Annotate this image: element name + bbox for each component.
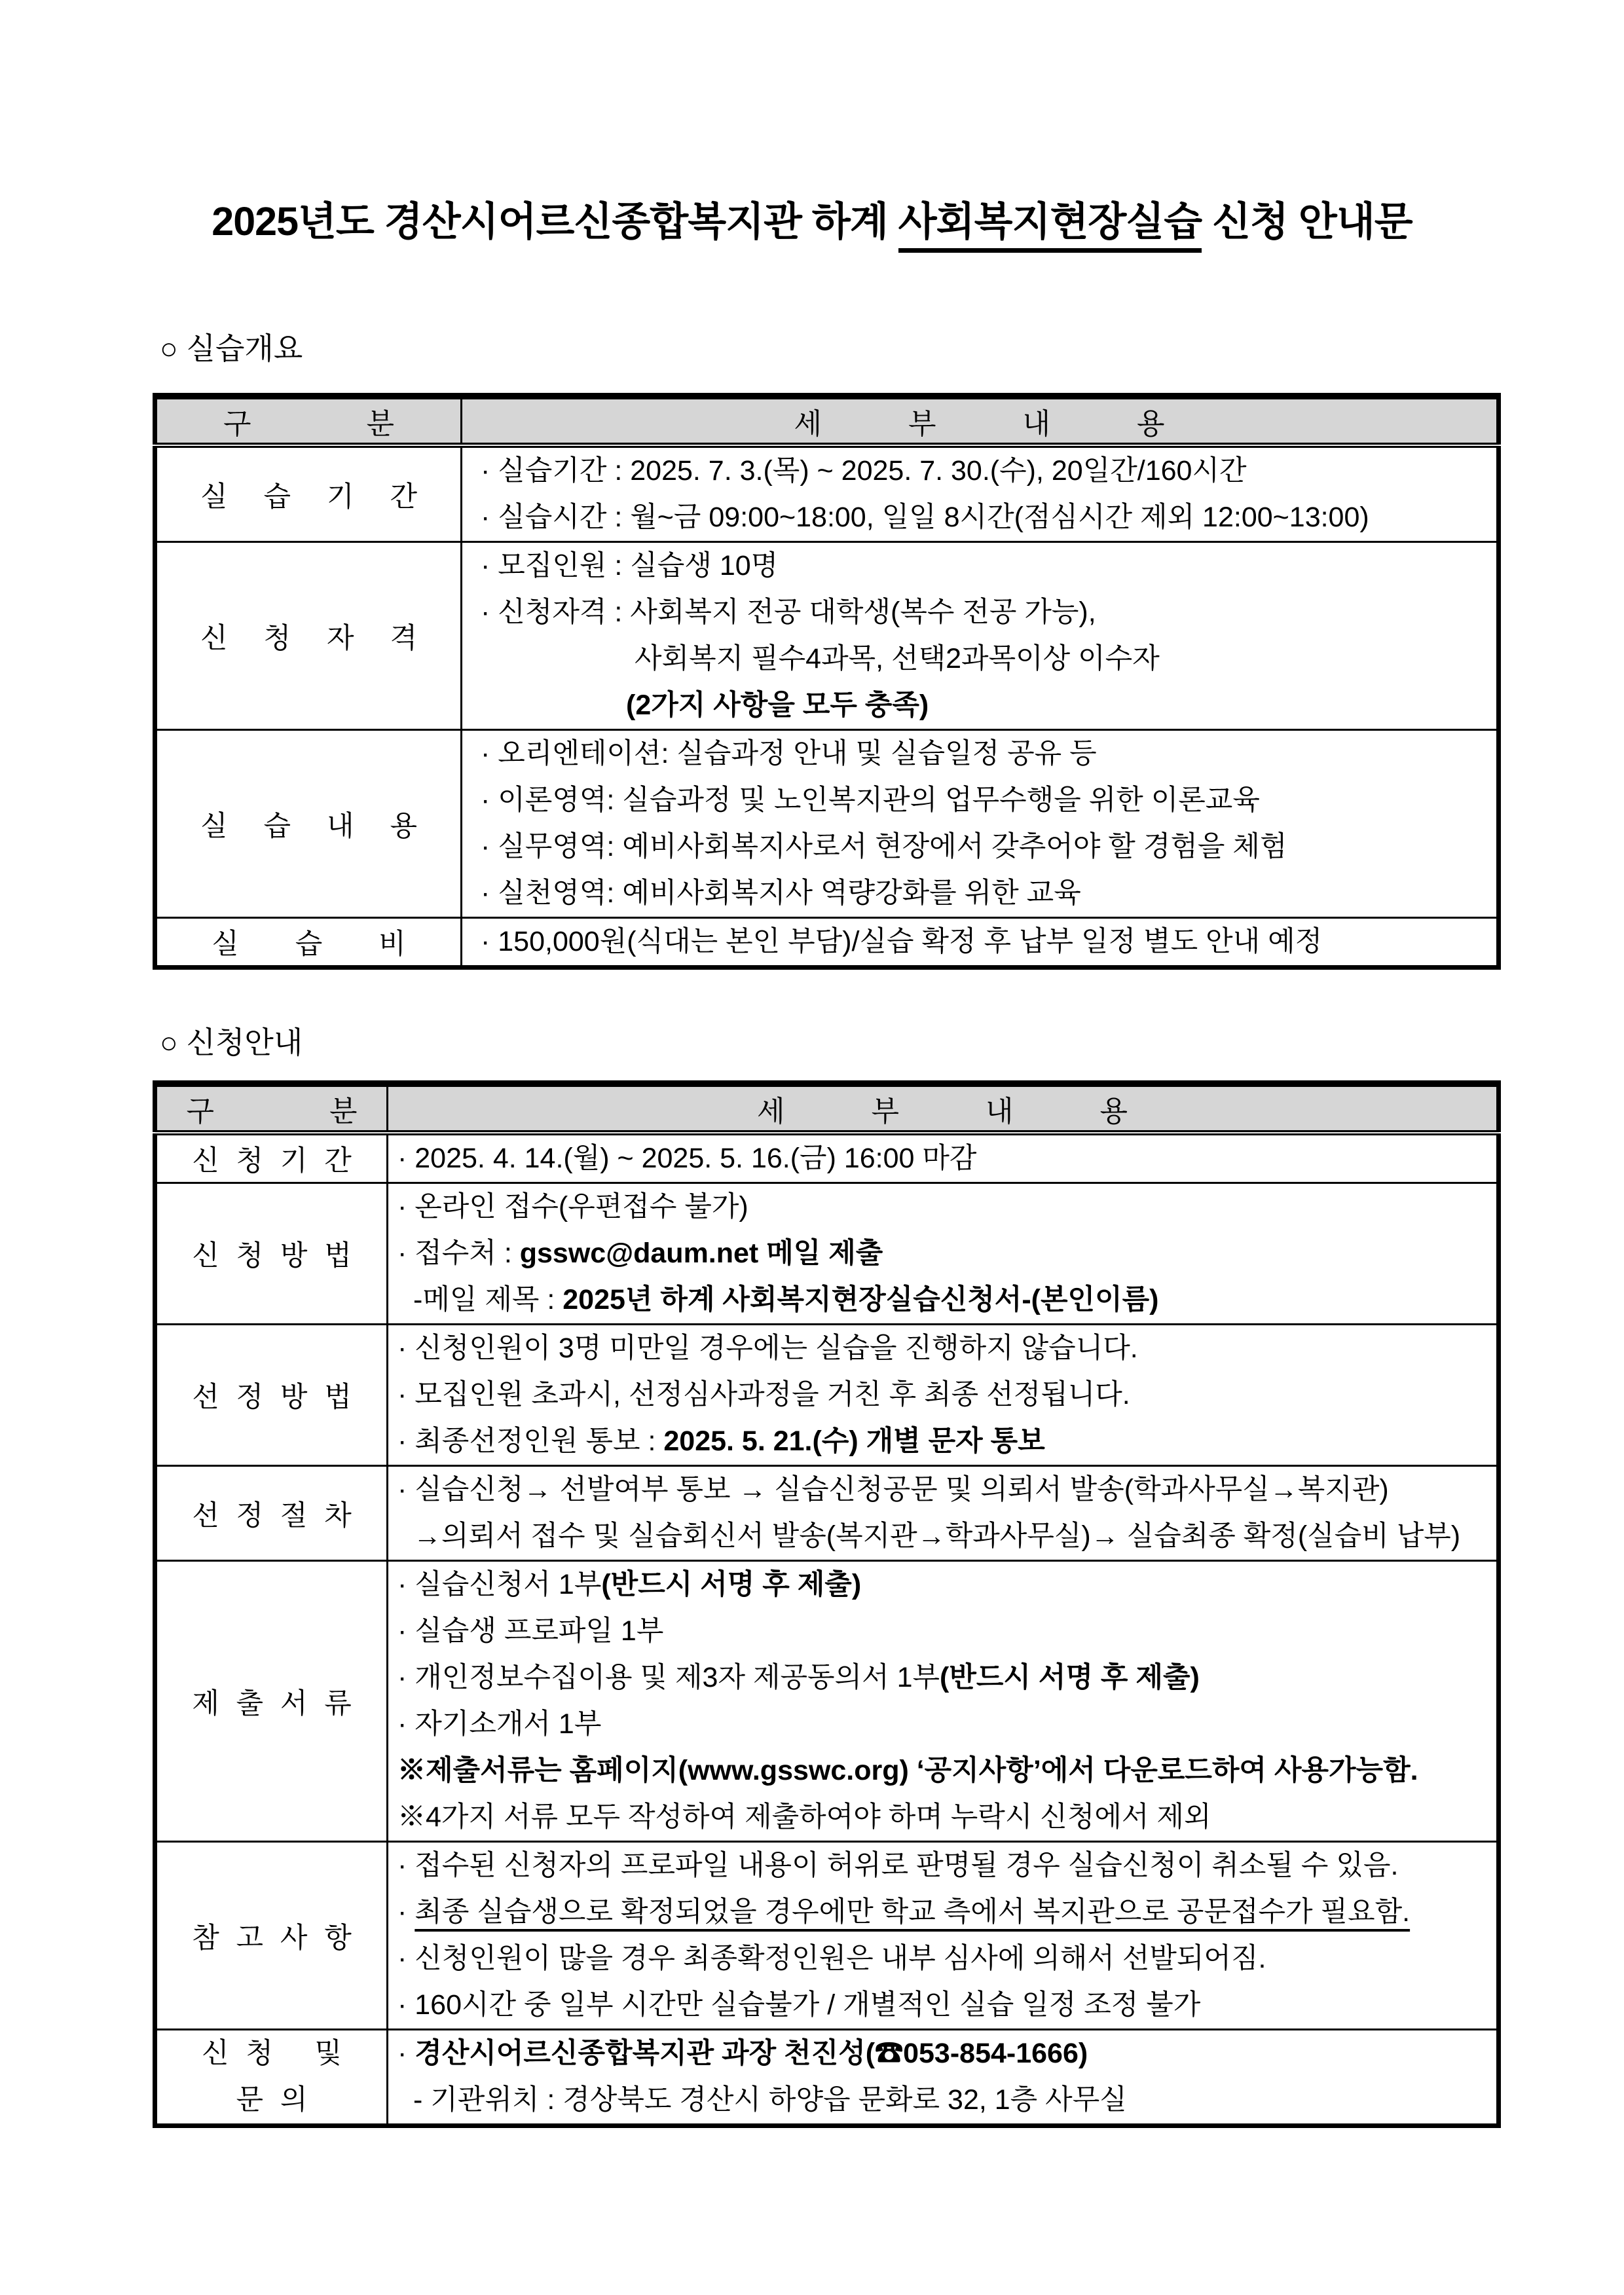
column-header-category: 구 분 xyxy=(155,1084,388,1133)
row-details xyxy=(388,1466,1499,1561)
table-header-row xyxy=(155,1084,1499,1133)
detail-line xyxy=(388,1184,1496,1230)
detail-line xyxy=(388,1562,1496,1608)
row-details xyxy=(388,1133,1499,1183)
row-label-line: 신청 및 xyxy=(202,2038,359,2069)
table-row-contact xyxy=(155,2030,1499,2126)
text-segment: · 160시간 중 일부 시간만 실습불가 / 개별적인 실습 일정 조정 불가 xyxy=(397,1989,1201,2021)
text-segment: · 자기소개서 1부 xyxy=(397,1708,602,1740)
row-label: 신 청 자 격 xyxy=(155,542,462,730)
practice-overview-table xyxy=(153,393,1501,970)
row-details xyxy=(388,1183,1499,1325)
text-segment: · 실습시간 : 월~금 09:00~18:00, 일일 8시간(점심시간 제외 12:00~13:00) xyxy=(481,502,1369,533)
title-text-pre: 2025년도 경산시어르신종합복지관 하계 xyxy=(212,199,898,244)
row-label: 신청방법 xyxy=(155,1183,388,1325)
table-row-application-period xyxy=(155,1133,1499,1183)
detail-line xyxy=(388,1889,1496,1936)
detail-line xyxy=(388,1513,1496,1560)
detail-line xyxy=(388,1277,1496,1323)
bold-text-segment: gsswc@daum.net 메일 제출 xyxy=(519,1238,883,1269)
detail-line xyxy=(388,1372,1496,1418)
bold-text-segment: 2025. 5. 21.(수) 개별 문자 통보 xyxy=(663,1425,1045,1457)
text-segment: · xyxy=(397,1896,415,1928)
underlined-text-segment: 최종 실습생으로 확정되었을 경우에만 학교 측에서 복지관으로 공문접수가 필요함. xyxy=(415,1896,1411,1928)
detail-line xyxy=(388,1230,1496,1277)
title-underlined-text: 사회복지현장실습 xyxy=(898,199,1202,253)
column-header-category: 구 분 xyxy=(155,396,462,445)
detail-line xyxy=(388,1418,1496,1465)
detail-line xyxy=(462,448,1496,494)
table-header-row xyxy=(155,396,1499,445)
text-segment: · 신청인원이 3명 미만일 경우에는 실습을 진행하지 않습니다. xyxy=(397,1332,1138,1364)
detail-line xyxy=(388,1843,1496,1889)
table-row-practice-fee xyxy=(155,918,1499,968)
detail-line xyxy=(462,543,1496,589)
detail-line xyxy=(462,636,1496,682)
bold-text-segment: 2025년 하계 사회복지현장실습신청서-(본인이름) xyxy=(563,1284,1159,1315)
detail-line xyxy=(388,1936,1496,1982)
text-segment: · 2025. 4. 14.(월) ~ 2025. 5. 16.(금) 16:00 마감 xyxy=(397,1143,977,1174)
table-row-required-documents xyxy=(155,1561,1499,1842)
row-label: 제출서류 xyxy=(155,1561,388,1842)
column-header-details: 세 부 내 용 xyxy=(462,396,1499,445)
text-segment: · xyxy=(397,2038,415,2069)
text-segment: · 실습신청서 1부 xyxy=(397,1569,602,1600)
text-segment: - 기관위치 : 경상북도 경산시 하양읍 문화로 32, 1층 사무실 xyxy=(413,2084,1127,2116)
detail-line xyxy=(462,494,1496,541)
row-label: 참고사항 xyxy=(155,1842,388,2030)
row-details xyxy=(462,542,1499,730)
text-segment: · 실습신청→ 선발여부 통보 → 실습신청공문 및 의뢰서 발송(학과사무실→복지관) xyxy=(397,1474,1389,1505)
row-label: 실 습 비 xyxy=(155,918,462,968)
text-segment: · 150,000원(식대는 본인 부담)/실습 확정 후 납부 일정 별도 안내 예정 xyxy=(481,926,1323,957)
bold-text-segment: ※제출서류는 홈페이지(www.gsswc.org) ‘공지사항’에서 다운로드하여 사용가능함. xyxy=(397,1755,1418,1786)
row-details xyxy=(462,918,1499,968)
detail-line xyxy=(462,919,1496,965)
text-segment: · 모집인원 초과시, 선정심사과정을 거친 후 최종 선정됩니다. xyxy=(397,1379,1130,1410)
table-row-practice-period xyxy=(155,445,1499,542)
row-details xyxy=(388,2030,1499,2126)
row-details xyxy=(388,1561,1499,1842)
bold-text-segment: 경산시어르신종합복지관 과장 천진성(☎053-854-1666) xyxy=(415,2038,1088,2069)
text-segment: ※4가지 서류 모두 작성하여 제출하여야 하며 누락시 신청에서 제외 xyxy=(397,1801,1211,1833)
text-segment: · 실습기간 : 2025. 7. 3.(목) ~ 2025. 7. 30.(수), 20일간/160시간 xyxy=(481,455,1247,487)
detail-line xyxy=(388,2077,1496,2123)
row-details xyxy=(462,730,1499,918)
text-segment: -메일 제목 : xyxy=(413,1284,563,1315)
table-row-practice-content xyxy=(155,730,1499,918)
text-segment: · 신청인원이 많을 경우 최종확정인원은 내부 심사에 의해서 선발되어짐. xyxy=(397,1943,1266,1974)
text-segment: · 접수처 : xyxy=(397,1238,520,1269)
row-label: 선정방법 xyxy=(155,1325,388,1466)
bold-text-segment: (반드시 서명 후 제출) xyxy=(601,1569,862,1600)
title-text-post: 신청 안내문 xyxy=(1202,199,1412,244)
detail-line xyxy=(388,1135,1496,1182)
section-heading-application-guide: ○ 신청안내 xyxy=(160,1025,303,1059)
text-segment: · 개인정보수집이용 및 제3자 제공동의서 1부 xyxy=(397,1662,940,1693)
detail-line xyxy=(388,1608,1496,1655)
column-header-details: 세 부 내 용 xyxy=(388,1084,1499,1133)
detail-line xyxy=(388,1794,1496,1841)
detail-line xyxy=(462,589,1496,636)
detail-line xyxy=(388,2030,1496,2077)
detail-line xyxy=(388,1325,1496,1372)
detail-line xyxy=(462,777,1496,824)
application-guide-table xyxy=(153,1080,1501,2128)
row-label: 신청기간 xyxy=(155,1133,388,1183)
text-segment: 사회복지 필수4과목, 선택2과목이상 이수자 xyxy=(635,643,1160,674)
row-details xyxy=(462,445,1499,542)
detail-line xyxy=(388,1701,1496,1748)
detail-line xyxy=(388,1655,1496,1701)
detail-line xyxy=(388,1748,1496,1794)
detail-line xyxy=(462,824,1496,870)
row-label-line: 문의 xyxy=(236,2084,325,2116)
detail-line xyxy=(388,1467,1496,1513)
text-segment: · 모집인원 : 실습생 10명 xyxy=(481,550,779,581)
detail-line xyxy=(462,870,1496,917)
table-row-application-method xyxy=(155,1183,1499,1325)
row-label: 실 습 기 간 xyxy=(155,445,462,542)
text-segment: · 이론영역: 실습과정 및 노인복지관의 업무수행을 위한 이론교육 xyxy=(481,784,1260,816)
text-segment: · 실천영역: 예비사회복지사 역량강화를 위한 교육 xyxy=(481,877,1081,909)
text-segment: →의뢰서 접수 및 실습회신서 발송(복지관→학과사무실)→ 실습최종 확정(실습비 납부) xyxy=(413,1520,1461,1552)
row-label xyxy=(155,2030,388,2126)
text-segment: · 최종선정인원 통보 : xyxy=(397,1425,664,1457)
row-details xyxy=(388,1325,1499,1466)
text-segment: · 온라인 접수(우편접수 불가) xyxy=(397,1191,748,1222)
table-row-selection-procedure xyxy=(155,1466,1499,1561)
detail-line xyxy=(462,682,1496,729)
row-label: 실 습 내 용 xyxy=(155,730,462,918)
text-segment: · 신청자격 : 사회복지 전공 대학생(복수 전공 가능), xyxy=(481,597,1096,628)
row-label: 선정절차 xyxy=(155,1466,388,1561)
text-segment: · 접수된 신청자의 프로파일 내용이 허위로 판명될 경우 실습신청이 취소될 수 있음. xyxy=(397,1850,1399,1881)
detail-line xyxy=(388,1982,1496,2029)
detail-line xyxy=(462,731,1496,777)
bold-text-segment: (2가지 사항을 모두 충족) xyxy=(626,689,929,721)
table-row-notes xyxy=(155,1842,1499,2030)
section-heading-practice-overview: ○ 실습개요 xyxy=(160,331,303,365)
bold-text-segment: (반드시 서명 후 제출) xyxy=(940,1662,1200,1693)
table-row-eligibility xyxy=(155,542,1499,730)
row-details xyxy=(388,1842,1499,2030)
document-title xyxy=(0,190,1624,247)
text-segment: · 실무영역: 예비사회복지사로서 현장에서 갖추어야 할 경험을 체험 xyxy=(481,831,1287,862)
text-segment: · 실습생 프로파일 1부 xyxy=(397,1615,664,1647)
text-segment: · 오리엔테이션: 실습과정 안내 및 실습일정 공유 등 xyxy=(481,738,1097,769)
table-row-selection-method xyxy=(155,1325,1499,1466)
